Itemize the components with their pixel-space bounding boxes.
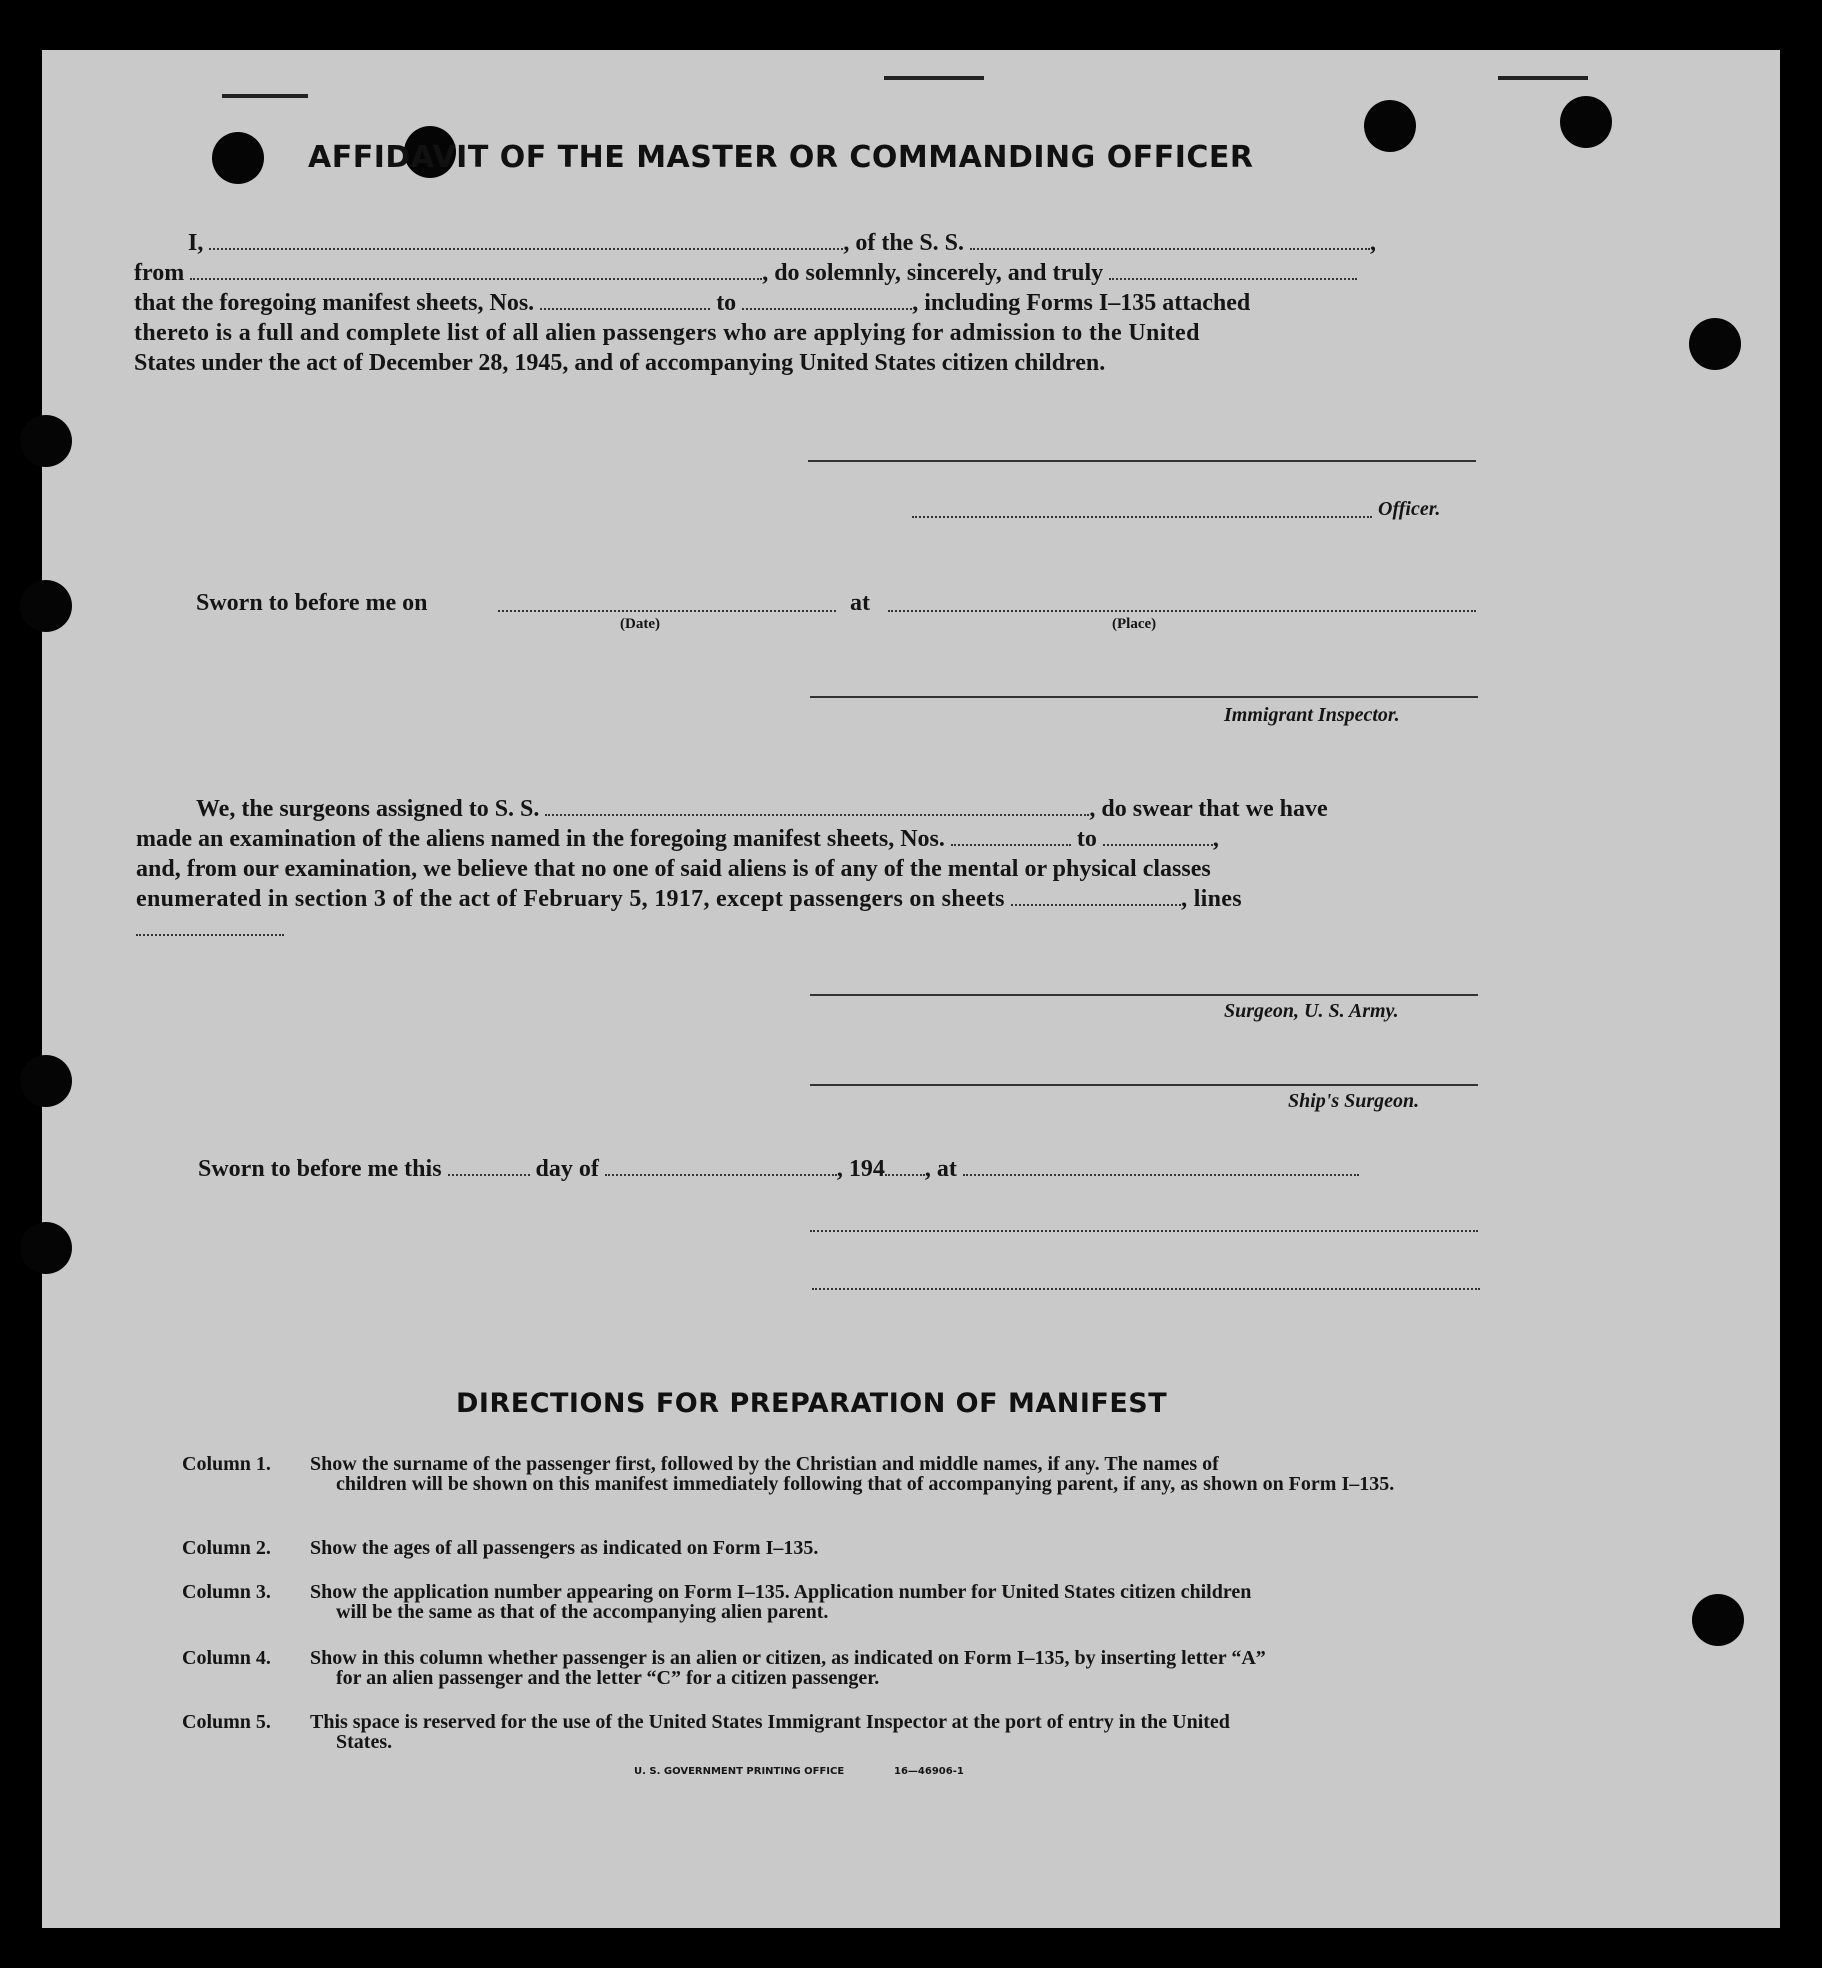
printer-mark — [222, 94, 308, 98]
column-text-cont: States. — [336, 1731, 393, 1753]
printer-mark — [1498, 76, 1588, 80]
punch-hole-left-2 — [20, 580, 72, 632]
printing-office-footer: U. S. GOVERNMENT PRINTING OFFICE — [634, 1766, 845, 1777]
column-label: Column 4. — [182, 1647, 271, 1669]
column-label: Column 5. — [182, 1711, 271, 1733]
affidavit-text: from — [134, 260, 185, 286]
direction-column-4 — [182, 1648, 1527, 1688]
surgeons-line-4 — [136, 886, 1242, 913]
page-title: AFFIDAVIT OF THE MASTER OR COMMANDING OFFICER — [308, 140, 1254, 175]
sworn-month-field[interactable] — [605, 1158, 837, 1176]
directions-title: DIRECTIONS FOR PREPARATION OF MANIFEST — [456, 1388, 1168, 1419]
sheet-from-field[interactable] — [540, 292, 710, 310]
ship-name-field[interactable] — [970, 232, 1370, 250]
sheet-to-field[interactable] — [742, 292, 912, 310]
surgeons-text: , — [1212, 826, 1219, 852]
affidavit-text: , do solemnly, sincerely, and truly — [762, 260, 1104, 286]
sworn-at-label: at — [850, 590, 870, 616]
exam-sheet-to-field[interactable] — [1103, 828, 1213, 846]
surgeons-text: enumerated in section 3 of the act of February 5, 1917, except passengers on sheets — [136, 886, 1005, 912]
master-name-field[interactable] — [209, 232, 843, 250]
from-port-field[interactable] — [190, 262, 762, 280]
punch-hole-top-3 — [1364, 100, 1416, 152]
printer-mark — [884, 76, 984, 80]
surgeons-text: We, the surgeons assigned to S. S. — [196, 796, 540, 822]
army-surgeon-caption: Surgeon, U. S. Army. — [1224, 1000, 1399, 1022]
column-text: This space is reserved for the use of the United States Immigrant Inspector at the port of entry in the United — [310, 1711, 1230, 1733]
army-surgeon-signature-line[interactable] — [810, 994, 1478, 996]
signature-field-1[interactable] — [810, 1230, 1478, 1232]
affidavit-line-5: States under the act of December 28, 1945, and of accompanying United States citizen children. — [134, 350, 1106, 376]
column-text: Show the application number appearing on Form I–135. Application number for United States citizen children — [310, 1581, 1252, 1603]
officer-caption: Officer. — [1378, 498, 1441, 520]
column-text: Show the ages of all passengers as indicated on Form I–135. — [310, 1537, 819, 1559]
sworn-before-me-this — [198, 1156, 1359, 1183]
sworn-text: , at — [924, 1156, 957, 1182]
surgeons-ship-field[interactable] — [545, 798, 1089, 816]
direction-column-5 — [182, 1712, 1527, 1752]
sworn-place-field[interactable] — [888, 610, 1476, 612]
sworn-text: , 194 — [836, 1156, 885, 1182]
column-text-cont: will be the same as that of the accompanying alien parent. — [336, 1601, 829, 1623]
oath-type-field[interactable] — [1109, 262, 1357, 280]
surgeons-line-2 — [136, 826, 1219, 853]
sworn-day-field[interactable] — [448, 1158, 530, 1176]
affidavit-line-3 — [134, 290, 1250, 317]
punch-hole-right-2 — [1692, 1594, 1744, 1646]
affidavit-text: to — [716, 290, 737, 316]
surgeons-text: , do swear that we have — [1089, 796, 1328, 822]
affidavit-text: , of the S. S. — [843, 230, 965, 256]
place-caption: (Place) — [1112, 616, 1157, 632]
punch-hole-left-3 — [20, 1055, 72, 1107]
sworn-text: day of — [535, 1156, 599, 1182]
exam-sheet-from-field[interactable] — [951, 828, 1071, 846]
direction-column-3 — [182, 1582, 1527, 1622]
surgeons-text: made an examination of the aliens named in the foregoing manifest sheets, Nos. — [136, 826, 945, 852]
direction-column-2 — [182, 1538, 1527, 1558]
punch-hole-top-1 — [212, 132, 264, 184]
punch-hole-left-4 — [20, 1222, 72, 1274]
ship-surgeon-caption: Ship's Surgeon. — [1288, 1090, 1420, 1112]
column-label: Column 2. — [182, 1537, 271, 1559]
form-code-footer: 16—46906-1 — [894, 1766, 964, 1777]
punch-hole-top-4 — [1560, 96, 1612, 148]
sworn-before-me-on: Sworn to before me on — [196, 590, 428, 616]
affidavit-text: , including Forms I–135 attached — [912, 290, 1251, 316]
column-text-cont: for an alien passenger and the letter “C” for a citizen passenger. — [336, 1667, 880, 1689]
surgeons-line-1 — [196, 796, 1328, 823]
officer-title-line[interactable] — [912, 516, 1372, 518]
column-label: Column 1. — [182, 1453, 271, 1475]
direction-column-1 — [182, 1454, 1527, 1494]
inspector-caption: Immigrant Inspector. — [1224, 704, 1400, 726]
affidavit-line-2 — [134, 260, 1357, 287]
punch-hole-right-1 — [1689, 318, 1741, 370]
ship-surgeon-signature-line[interactable] — [810, 1084, 1478, 1086]
inspector-signature-line[interactable] — [810, 696, 1478, 698]
affidavit-text: that the foregoing manifest sheets, Nos. — [134, 290, 535, 316]
date-caption: (Date) — [620, 616, 660, 632]
except-sheets-field[interactable] — [1011, 888, 1181, 906]
sworn-text: Sworn to before me this — [198, 1156, 442, 1182]
form-sheet — [42, 50, 1780, 1928]
column-text-cont: children will be shown on this manifest immediately following that of accompanying parent, if any, as shown on Form I–135. — [336, 1473, 1395, 1495]
column-text: Show in this column whether passenger is an alien or citizen, as indicated on Form I–135, by inserting letter “A” — [310, 1647, 1266, 1669]
affidavit-text: , — [1370, 230, 1377, 256]
sworn-date-field[interactable] — [498, 610, 836, 612]
sworn-place-field-2[interactable] — [963, 1158, 1359, 1176]
master-signature-line[interactable] — [808, 460, 1476, 462]
column-text: Show the surname of the passenger first, followed by the Christian and middle names, if any. The names of — [310, 1453, 1219, 1475]
surgeons-text: , lines — [1181, 886, 1242, 912]
column-label: Column 3. — [182, 1581, 271, 1603]
punch-hole-left-1 — [20, 415, 72, 467]
affidavit-line-4: thereto is a full and complete list of all alien passengers who are applying for admission to the United — [134, 320, 1200, 346]
affidavit-line-1 — [188, 230, 1376, 257]
surgeons-line-3: and, from our examination, we believe that no one of said aliens is of any of the mental or physical classes — [136, 856, 1211, 882]
except-lines-field[interactable] — [136, 934, 284, 936]
affidavit-text: I, — [188, 230, 204, 256]
signature-field-2[interactable] — [812, 1288, 1480, 1290]
sworn-year-field[interactable] — [885, 1158, 925, 1176]
surgeons-text: to — [1076, 826, 1097, 852]
